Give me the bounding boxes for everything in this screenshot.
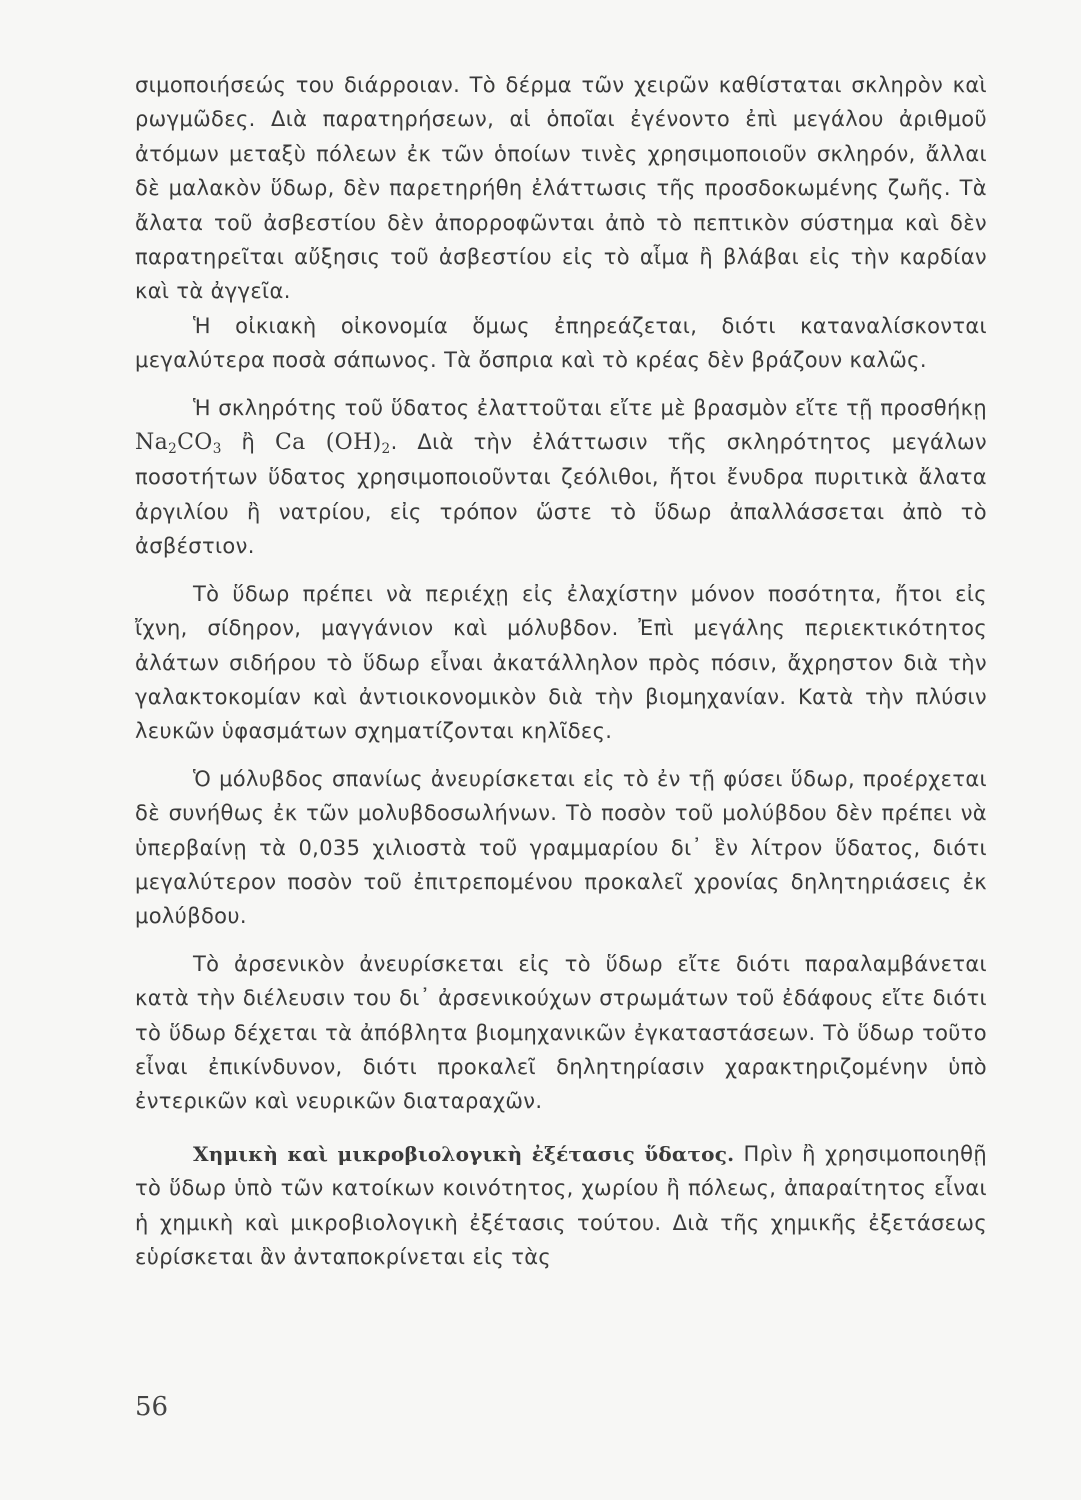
hardness-text-before: Ἡ σκληρότης τοῦ ὕδατος ἐλαττοῦται εἴτε μὲ βρασμὸν εἴτε τῇ προσθήκῃ bbox=[193, 395, 987, 420]
page-number: 56 bbox=[135, 1392, 169, 1422]
examination-text: Πρὶν ἢ χρησιμοποιηθῇ τὸ ὕδωρ ὑπὸ τῶν κατοίκων κοινότητος, χωρίου ἢ πόλεως, ἀπαραίτητος εἶναι ἡ χημικὴ καὶ μικροβιολογικὴ ἐξέτασις τούτου. Διὰ τῆς χημικῆς ἐξετάσεως εὑρίσκεται ἂν ἀνταποκρίνεται εἰς τὰς bbox=[135, 1141, 987, 1269]
paragraph-water-examination bbox=[135, 1137, 987, 1275]
hardness-text-after: . Διὰ τὴν ἐλάττωσιν τῆς σκληρότητος μεγάλων ποσοτήτων ὕδατος χρησιμοποιοῦνται ζεόλιθοι, ἤτοι ἔνυδρα πυριτικὰ ἄλατα ἀργιλίου ἢ νατρίου, εἰς τρόπον ὥστε τὸ ὕδωρ ἀπαλλάσσεται ἀπὸ τὸ ἀσβέστιον. bbox=[135, 430, 988, 559]
paragraph-iron-manganese: Τὸ ὕδωρ πρέπει νὰ περιέχῃ εἰς ἐλαχίστην μόνον ποσότητα, ἤτοι εἰς ἴχνη, σίδηρον, μαγγάνιον καὶ μόλυβδον. Ἐπὶ μεγάλης περιεκτικότητος ἀλάτων σιδήρου τὸ ὕδωρ εἶναι ἀκατάλληλον πρὸς πόσιν, ἄχρηστον διὰ τὴν γαλακτοκομίαν καὶ ἀντιοικονομικὸν διὰ τὴν βιομηχανίαν. Κατὰ τὴν πλύσιν λευκῶν ὑφασμάτων σχηματίζονται κηλῖδες. bbox=[135, 581, 987, 744]
formula-calcium-hydroxide: Ca $(OH)_2$ bbox=[274, 430, 391, 457]
paragraph-arsenic: Τὸ ἀρσενικὸν ἀνευρίσκεται εἰς τὸ ὕδωρ εἴτε διότι παραλαμβάνεται κατὰ τὴν διέλευσιν του δι᾽ ἀρσενικούχων στρωμάτων τοῦ ἐδάφους εἴτε διότι τὸ ὕδωρ δέχεται τὰ ἀπόβλητα βιομηχανικῶν ἐγκαταστάσεων. Τὸ ὕδωρ τοῦτο εἶναι ἐπικίνδυνον, διότι προκαλεῖ δηλητηρίασιν χαρακτηριζομένην ὑπὸ ἐντερικῶν καὶ νευρικῶν διαταραχῶν. bbox=[135, 951, 987, 1114]
page-body bbox=[135, 68, 987, 1274]
section-heading: Χημικὴ καὶ μικροβιολογικὴ ἐξέτασις ὕδατος. bbox=[193, 1141, 735, 1166]
paragraph-calcium: σιμοποιήσεώς του διάρροιαν. Τὸ δέρμα τῶν χειρῶν καθίσταται σκληρὸν καὶ ρωγμῶδες. Διὰ παρατηρήσεων, αἱ ὁποῖαι ἐγένοντο ἐπὶ μεγάλου ἀριθμοῦ ἀτόμων μεταξὺ πόλεων ἐκ τῶν ὁποίων τινὲς χρησιμοποιοῦν σκληρόν, ἄλλαι δὲ μαλακὸν ὕδωρ, δὲν παρετηρήθη ἐλάττωσις τῆς προσδοκωμένης ζωῆς. Τὰ ἄλατα τοῦ ἀσβεστίου δὲν ἀπορροφῶνται ἀπὸ τὸ πεπτικὸν σύστημα καὶ δὲν παρατηρεῖται αὔξησις τοῦ ἀσβεστίου εἰς τὸ αἷμα ἢ βλάβαι εἰς τὴν καρδίαν καὶ τὰ ἀγγεῖα. bbox=[135, 73, 987, 304]
paragraph-household: Ἡ οἰκιακὴ οἰκονομία ὅμως ἐπηρεάζεται, διότι καταναλίσκονται μεγαλύτερα ποσὰ σάπωνος. Τὰ ὄσπρια καὶ τὸ κρέας δὲν βράζουν καλῶς. bbox=[135, 313, 987, 373]
paragraph-hardness-reduction bbox=[135, 391, 987, 564]
paragraph-lead: Ὁ μόλυβδος σπανίως ἀνευρίσκεται εἰς τὸ ἐν τῇ φύσει ὕδωρ, προέρχεται δὲ συνήθως ἐκ τῶν μολυβδοσωλήνων. Τὸ ποσὸν τοῦ μολύβδου δὲν πρέπει νὰ ὑπερβαίνῃ τὰ 0,035 χιλιοστὰ τοῦ γραμμαρίου δι᾽ ἓν λίτρον ὕδατος, διότι μεγαλύτερον ποσὸν τοῦ ἐπιτρεπομένου προκαλεῖ χρονίας δηλητηριάσεις ἐκ μολύβδου. bbox=[135, 766, 987, 929]
hardness-text-mid: ἢ bbox=[221, 430, 275, 455]
formula-sodium-carbonate: $Na_2CO_3$ bbox=[135, 430, 222, 457]
